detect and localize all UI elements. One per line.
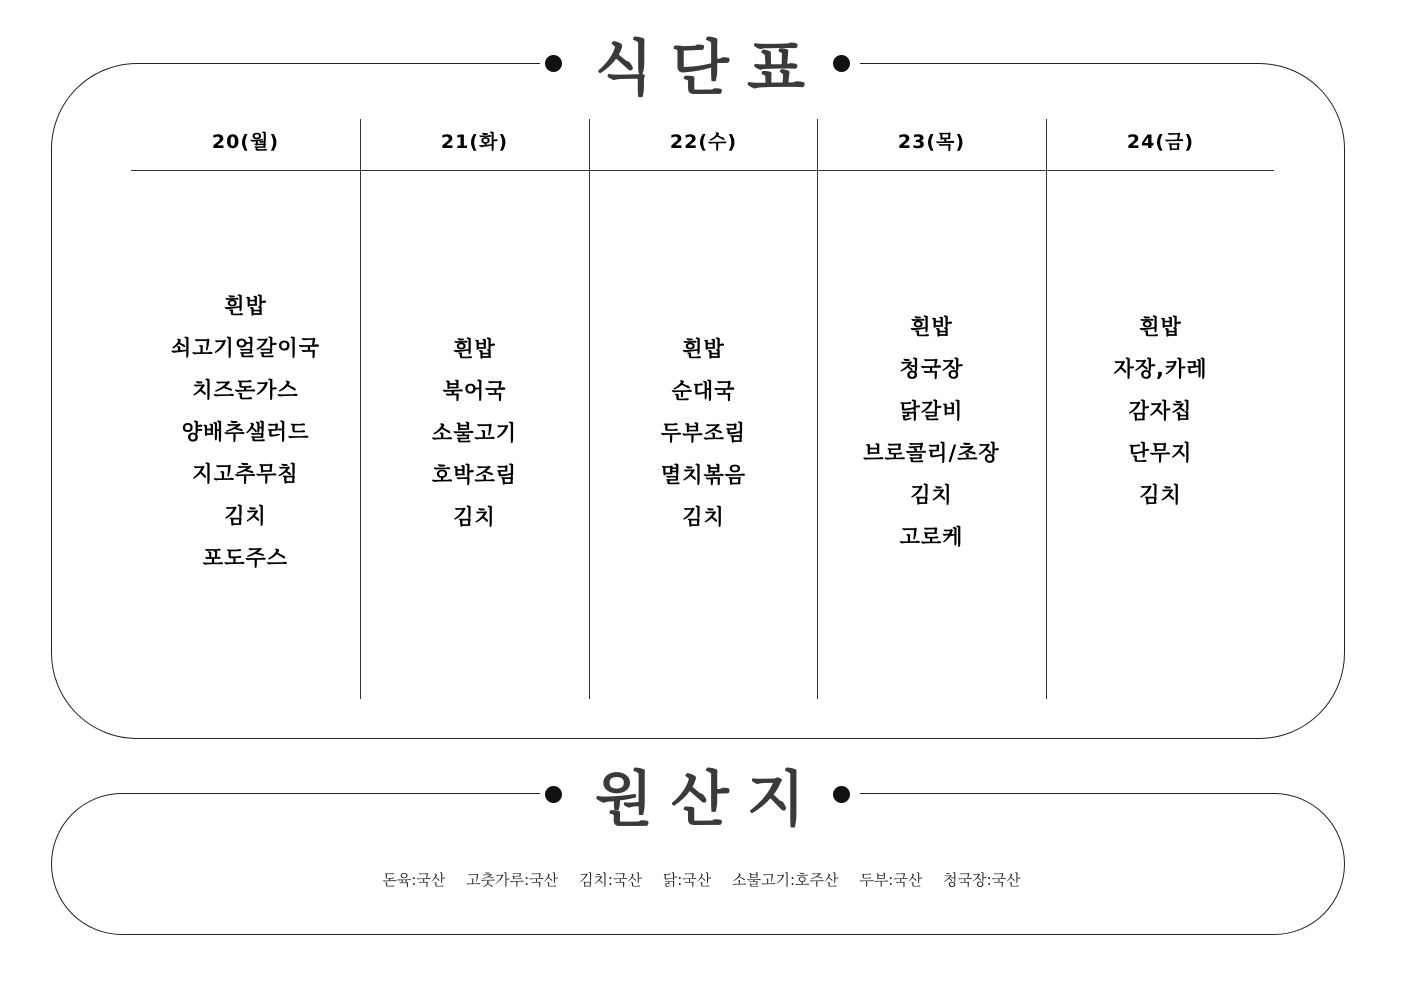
origin-entry: 고춧가루:국산 <box>466 871 559 889</box>
day-header-wed: 22(수) <box>669 131 738 153</box>
menu-item: 김치 <box>453 505 496 529</box>
menu-item: 순대국 <box>671 379 736 403</box>
menu-title-block <box>540 24 860 104</box>
menu-item: 호박조림 <box>431 463 518 487</box>
menu-title: 식단표 <box>595 34 823 104</box>
origin-entry: 닭:국산 <box>662 871 712 889</box>
menu-item: 포도주스 <box>202 546 289 570</box>
menu-item: 브로콜리/초장 <box>863 441 1000 465</box>
origin-entry: 소불고기:호주산 <box>732 871 839 889</box>
menu-item: 멸치볶음 <box>660 463 747 487</box>
menu-item: 두부조림 <box>660 421 747 445</box>
menu-item: 지고추무침 <box>192 462 299 486</box>
day-menu-tue <box>360 328 589 538</box>
menu-item: 흰밥 <box>682 337 725 361</box>
menu-item: 소불고기 <box>431 421 518 445</box>
menu-item: 양배추샐러드 <box>181 420 310 444</box>
menu-item: 단무지 <box>1128 441 1193 465</box>
day-header-thu: 23(목) <box>897 131 966 153</box>
day-menu-mon <box>131 285 360 579</box>
menu-item: 김치 <box>224 504 267 528</box>
origin-entry: 돈육:국산 <box>382 871 446 889</box>
day-menu-wed <box>589 328 818 538</box>
origin-dot-left <box>545 786 562 803</box>
menu-item: 흰밥 <box>1139 315 1182 339</box>
menu-item: 치즈돈가스 <box>192 378 299 402</box>
menu-item: 쇠고기얼갈이국 <box>170 336 320 360</box>
menu-item: 김치 <box>910 483 953 507</box>
origin-entry: 청국장:국산 <box>943 871 1021 889</box>
origin-title-block <box>540 755 860 835</box>
origin-dot-right <box>833 786 850 803</box>
title-dot-left <box>545 55 562 72</box>
menu-item: 감자칩 <box>1128 399 1193 423</box>
menu-item: 자장,카레 <box>1113 357 1208 381</box>
menu-item: 북어국 <box>442 379 507 403</box>
menu-item: 흰밥 <box>453 337 496 361</box>
origin-title: 원산지 <box>595 765 823 835</box>
menu-item: 흰밥 <box>224 294 267 318</box>
day-header-mon: 20(월) <box>211 131 280 153</box>
header-divider <box>131 170 1274 171</box>
title-dot-right <box>833 55 850 72</box>
menu-item: 닭갈비 <box>899 399 964 423</box>
day-menu-thu <box>817 306 1046 558</box>
menu-item: 김치 <box>682 505 725 529</box>
origin-list <box>0 869 1403 890</box>
origin-entry: 두부:국산 <box>859 871 923 889</box>
day-header-tue: 21(화) <box>440 131 509 153</box>
menu-grid <box>131 119 1274 699</box>
menu-item: 흰밥 <box>910 315 953 339</box>
menu-item: 김치 <box>1139 483 1182 507</box>
day-menu-fri <box>1046 306 1275 516</box>
menu-item: 고로케 <box>899 525 964 549</box>
origin-entry: 김치:국산 <box>578 871 642 889</box>
day-header-fri: 24(금) <box>1126 131 1195 153</box>
menu-item: 청국장 <box>899 357 964 381</box>
